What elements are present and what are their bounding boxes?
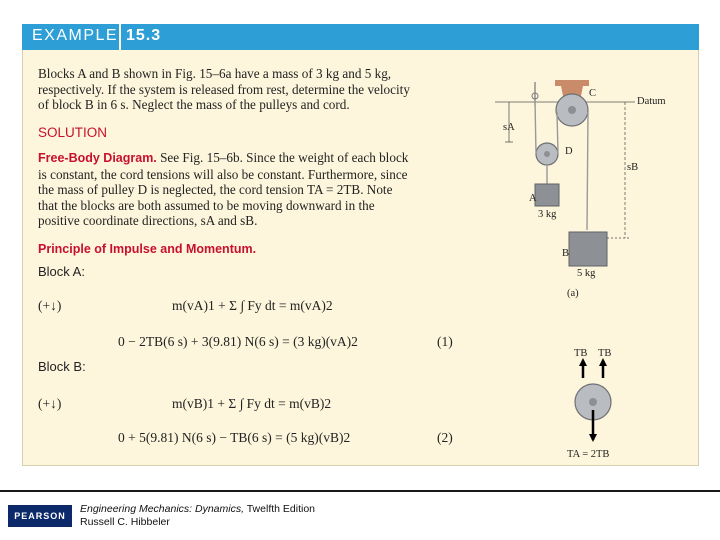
block-b-equation: m(vB)1 + Σ ∫ Fy dt = m(vB)2 <box>172 396 332 411</box>
header-divider <box>119 24 121 50</box>
block-b-label: Block B: <box>38 359 86 374</box>
tb-left-label: TB <box>574 348 588 359</box>
example-number: 15.3 <box>126 27 162 44</box>
s-b-label: sB <box>627 162 639 173</box>
fbd-title: Free-Body Diagram. <box>38 151 157 165</box>
block-b <box>569 232 607 266</box>
block-b-letter: B <box>562 248 570 259</box>
fbd-text: that the blocks are both assumed to be moving downward in the <box>38 197 375 213</box>
figure-caption: (a) <box>567 288 579 299</box>
impulse-title: Principle of Impulse and Momentum. <box>38 242 257 256</box>
book-title: Engineering Mechanics: Dynamics, <box>80 503 244 515</box>
fbd-text: the mass of pulley D is neglected, the cord tension TA = 2TB. Note <box>38 182 393 197</box>
mass-a-label: 3 kg <box>538 209 557 220</box>
block-a-equation: m(vA)1 + Σ ∫ Fy dt = m(vA)2 <box>172 298 333 313</box>
block-a-sign: (+↓) <box>38 298 62 313</box>
tb-right-label: TB <box>598 348 612 359</box>
pearson-logo: PEARSON <box>8 505 72 527</box>
problem-line: Blocks A and B shown in Fig. 15–6a have a mass of 3 kg and 5 kg, <box>38 66 392 81</box>
footer-book <box>80 503 315 515</box>
pulley-figure <box>495 72 695 462</box>
pulley-d-label: D <box>565 146 573 157</box>
fbd-text: is constant, the cord tensions will also be constant. Furthermore, since <box>38 166 408 182</box>
ceiling-support <box>555 80 589 86</box>
equation-number: (1) <box>437 334 453 349</box>
book-edition: Twelfth Edition <box>244 503 316 515</box>
problem-line: of block B in 6 s. Neglect the mass of the pulleys and cord. <box>38 97 350 112</box>
mass-b-label: 5 kg <box>577 268 596 279</box>
example-header <box>22 24 699 50</box>
problem-statement <box>38 66 458 113</box>
block-a-equation-numeric: 0 − 2TB(6 s) + 3(9.81) N(6 s) = (3 kg)(vA)2 <box>118 334 358 349</box>
fbd-text: See Fig. 15–6b. Since the weight of each block <box>160 150 409 165</box>
problem-line: respectively. If the system is released from rest, determine the velocity <box>38 81 410 97</box>
solution-title: SOLUTION <box>38 125 108 140</box>
footer-divider <box>0 490 720 492</box>
fbd-text: positive coordinate directions, sA and sB. <box>38 213 258 228</box>
block-b-sign: (+↓) <box>38 396 62 411</box>
datum-label: Datum <box>637 96 666 107</box>
block-a <box>535 184 559 206</box>
block-a-label: Block A: <box>38 264 85 279</box>
block-b-equation-numeric: 0 + 5(9.81) N(6 s) − TB(6 s) = (5 kg)(vB)2 <box>118 430 351 445</box>
footer-author: Russell C. Hibbeler <box>80 516 170 528</box>
pulley-c-label: C <box>589 88 597 99</box>
equation-number: (2) <box>437 430 453 445</box>
example-label: EXAMPLE <box>32 27 119 44</box>
s-a-label: sA <box>503 122 515 133</box>
fbd-paragraph <box>38 150 458 229</box>
block-a-letter: A <box>529 193 537 204</box>
ta-label: TA = 2TB <box>567 449 610 460</box>
